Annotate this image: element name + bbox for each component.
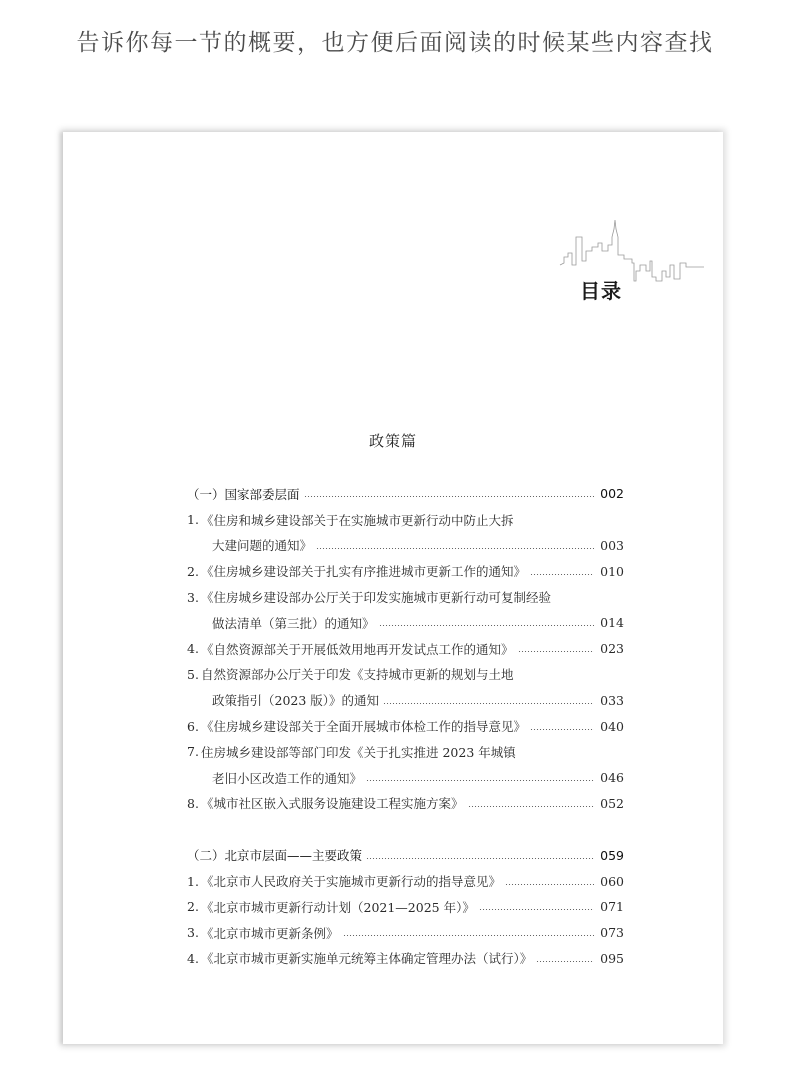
leader-dots — [366, 858, 594, 859]
leader-dots — [479, 909, 594, 910]
leader-dots — [379, 625, 594, 626]
toc-item[interactable]: 6. 《住房城乡建设部关于全面开展城市体检工作的指导意见》 040 — [187, 718, 624, 735]
page-number: 033 — [600, 692, 624, 708]
page-number: 071 — [600, 899, 624, 915]
toc-item-continuation[interactable]: 做法清单（第三批）的通知》 014 — [212, 615, 624, 631]
toc-item[interactable]: 4. 《自然资源部关于开展低效用地再开发试点工作的通知》 023 — [187, 641, 624, 657]
leader-dots — [530, 574, 594, 575]
toc-item[interactable]: 3. 《北京市城市更新条例》 073 — [187, 925, 624, 941]
toc-item[interactable]: 1. 《住房和城乡建设部关于在实施城市更新行动中防止大拆 — [187, 512, 514, 528]
toc-item[interactable]: 4. 《北京市城市更新实施单元统筹主体确定管理办法（试行）》 095 — [187, 950, 624, 967]
toc-item[interactable]: 3. 《住房城乡建设部办公厅关于印发实施城市更新行动可复制经验 — [187, 589, 552, 606]
toc-item[interactable]: 1. 《北京市人民政府关于实施城市更新行动的指导意见》 060 — [187, 873, 624, 890]
leader-dots — [468, 806, 594, 807]
page-number: 014 — [600, 615, 624, 631]
toc-item-continuation[interactable]: 老旧小区改造工作的通知》 046 — [212, 770, 624, 786]
leader-dots — [343, 935, 594, 936]
toc-item[interactable]: 7. 住房城乡建设部等部门印发《关于扎实推进 2023 年城镇 — [187, 744, 516, 760]
section-title: 政策篇 — [368, 432, 417, 450]
toc-item[interactable]: 2. 《住房城乡建设部关于扎实有序推进城市更新工作的通知》 010 — [187, 563, 624, 580]
page-number: 002 — [600, 486, 624, 502]
page-number: 010 — [600, 563, 624, 579]
page-number: 095 — [600, 950, 624, 966]
page-number: 003 — [600, 537, 624, 553]
toc-heading-national[interactable]: （一）国家部委层面 002 — [187, 486, 624, 502]
leader-dots — [316, 548, 594, 549]
page-number: 052 — [600, 795, 624, 811]
table-of-contents — [187, 481, 624, 971]
toc-item[interactable]: 5. 自然资源部办公厅关于印发《支持城市更新的规划与土地 — [187, 666, 514, 683]
leader-dots — [304, 496, 594, 497]
toc-title: 目录 — [580, 279, 622, 303]
book-page — [63, 132, 723, 1044]
leader-dots — [366, 780, 594, 781]
leader-dots — [518, 651, 594, 652]
toc-item[interactable]: 2. 《北京市城市更新行动计划（2021—2025 年）》 071 — [187, 899, 624, 915]
page-caption: 告诉你每一节的概要，也方便后面阅读的时候某些内容查找 — [76, 30, 714, 56]
page-number: 060 — [600, 873, 624, 889]
page-number: 046 — [600, 770, 624, 786]
page-number: 023 — [600, 641, 624, 657]
toc-item-continuation[interactable]: 政策指引（2023 版）》的通知 033 — [212, 692, 624, 709]
leader-dots — [530, 729, 594, 730]
page-number: 059 — [600, 847, 624, 863]
page-number: 040 — [600, 718, 624, 734]
toc-heading-beijing[interactable]: （二）北京市层面——主要政策 059 — [187, 847, 624, 864]
leader-dots — [383, 703, 594, 704]
leader-dots — [505, 884, 594, 885]
toc-item-continuation[interactable]: 大建问题的通知》 003 — [212, 537, 624, 554]
leader-dots — [536, 961, 594, 962]
toc-item[interactable]: 8. 《城市社区嵌入式服务设施建设工程实施方案》 052 — [187, 795, 624, 812]
page-number: 073 — [600, 925, 624, 941]
